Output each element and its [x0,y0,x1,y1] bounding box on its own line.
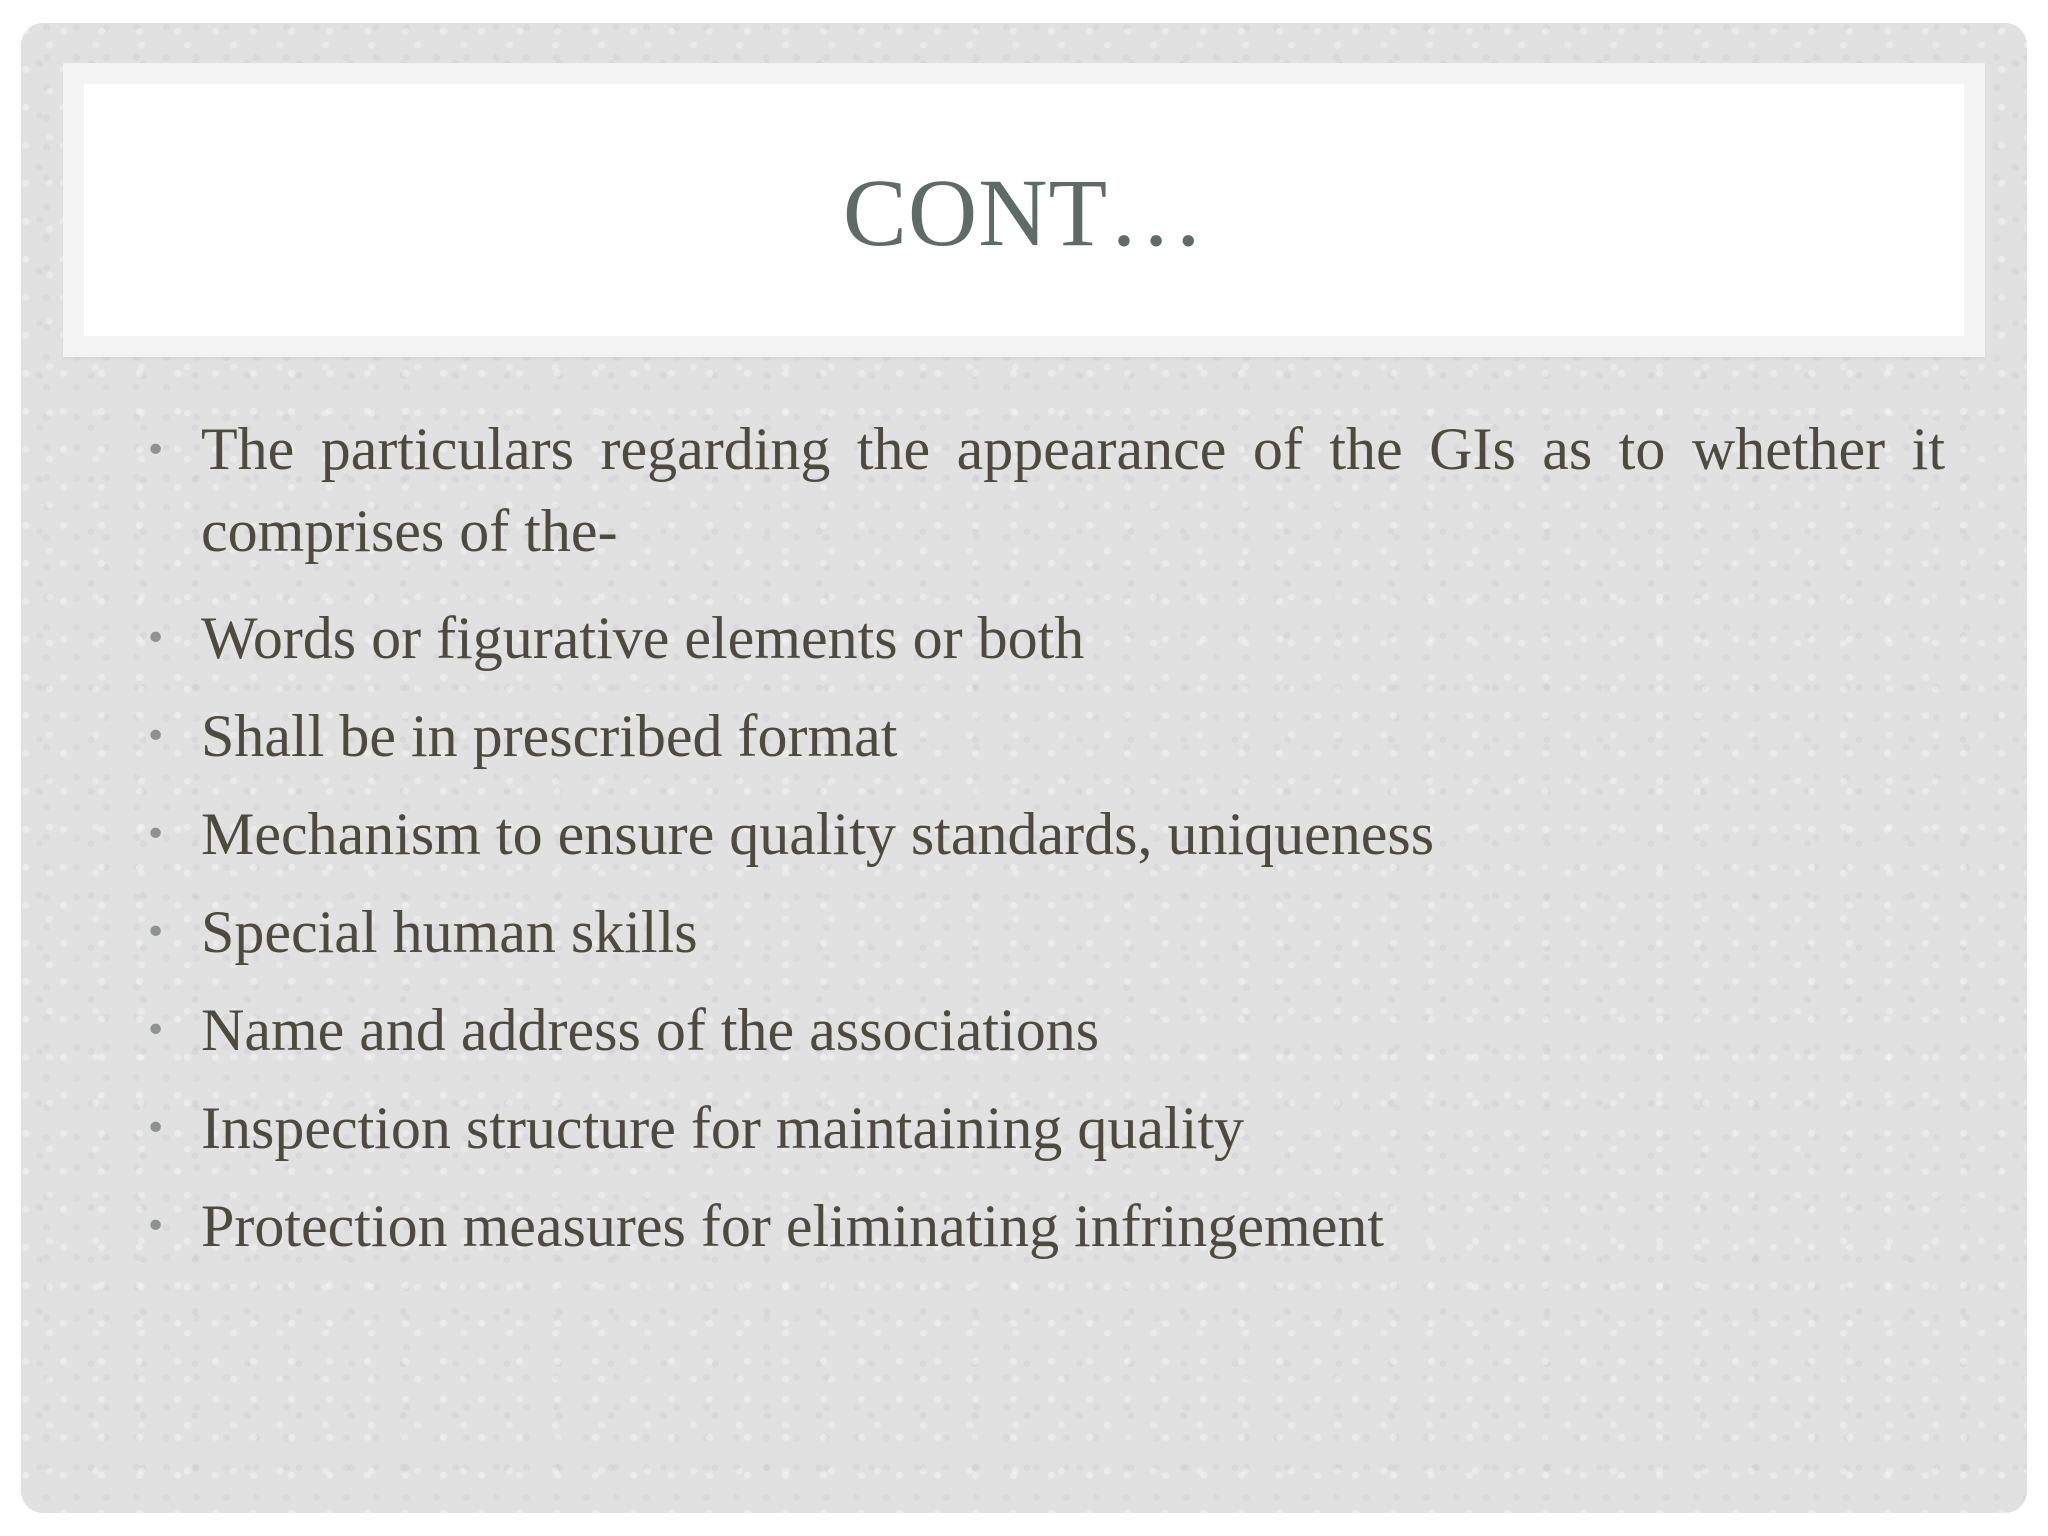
bullet-item [145,890,1945,975]
bullet-text: Protection measures for eliminating infringement [201,1193,1385,1259]
bullet-item [145,408,1945,572]
title-box [84,84,1964,336]
slide [21,23,2027,1513]
bullet-dot-icon: • [145,1108,167,1149]
bullet-item [145,1184,1945,1269]
bullet-dot-icon: • [145,912,167,953]
bullet-text: Words or figurative elements or both [201,605,1085,671]
bullet-item [145,988,1945,1073]
bullet-text: Mechanism to ensure quality standards, uniqueness [201,801,1435,867]
bullet-item [145,792,1945,877]
bullet-dot-icon: • [145,430,167,471]
bullet-text: Special human skills [201,899,698,965]
bullet-dot-icon: • [145,716,167,757]
bullet-text: Inspection structure for maintaining quality [201,1095,1245,1161]
bullet-dot-icon: • [145,814,167,855]
bullet-list [145,408,1945,1282]
bullet-text: Name and address of the associations [201,997,1100,1063]
bullet-text: The particulars regarding the appearance of the GIs as to whether it comprises of the- [201,416,1945,564]
slide-title: CONT… [842,159,1206,266]
bullet-text: Shall be in prescribed format [201,703,898,769]
bullet-item [145,1086,1945,1171]
bullet-item [145,694,1945,779]
bullet-dot-icon: • [145,1206,167,1247]
bullet-dot-icon: • [145,1010,167,1051]
bullet-item [145,596,1945,681]
bullet-dot-icon: • [145,618,167,659]
